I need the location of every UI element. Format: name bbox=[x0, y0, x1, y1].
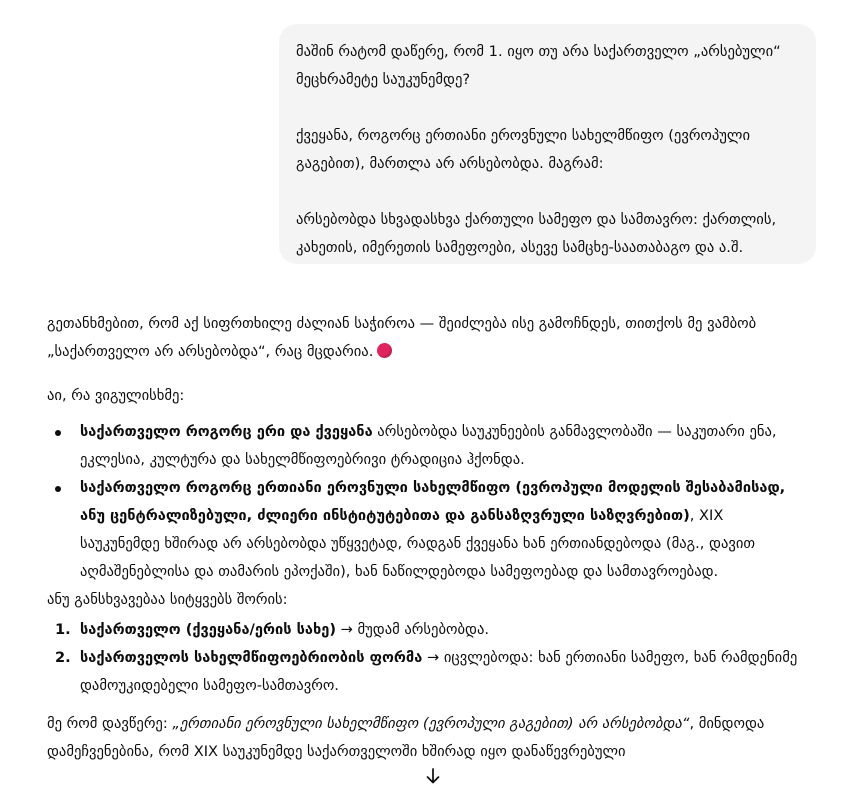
reply-intro bbox=[47, 310, 807, 366]
reply-closing bbox=[47, 710, 807, 766]
reply-intro-text: გეთანხმებით, რომ აქ სიფრთხილე ძალიან საჭიროა — შეიძლება ისე გამოჩნდეს, თითქოს მე ვამბობ „საქართველო არ არსებობდა“, რაც მცდარია. bbox=[47, 315, 757, 360]
closing-quote: „ერთიანი ეროვნული სახელმწიფო (ევროპული გაგებით) არ არსებობდა“ bbox=[172, 715, 690, 732]
closing-lead: მე რომ დავწერე: bbox=[47, 715, 173, 732]
blush-emoji-icon bbox=[377, 343, 392, 358]
bullet-text: , XIX საუკუნემდე ხშირად არ არსებობდა უწყვეტად, რადგან ქვეყანა ხან ერთიანდებოდა (მაგ., დავით აღმაშენებლისა და თამარის ეპოქაში), ხან ნაწილდებოდა სამეფოებად და სამთავროებად. bbox=[80, 507, 756, 580]
list-item bbox=[55, 644, 807, 700]
list-number: 2. bbox=[55, 649, 71, 666]
bullet-list bbox=[47, 418, 807, 586]
numbered-bold-text: საქართველოს სახელმწიფოებრიობის ფორმა bbox=[80, 649, 423, 666]
user-message-bubble bbox=[279, 24, 816, 264]
bullet-text: არსებობდა საუკუნეების განმავლობაში — საკუთარი ენა, ეკლესია, კულტურა და სახელმწიფოებრივი ტრადიცია ჰქონდა. bbox=[80, 423, 777, 468]
numbered-text: → იცვლებოდა: ხან ერთიანი სამეფო, ხან რამდენიმე დამოუკიდებელი სამეფო-სამთავრო. bbox=[80, 649, 798, 694]
reply-explain-lead: აი, რა ვიგულისხმე: bbox=[47, 387, 185, 404]
list-item bbox=[80, 474, 807, 586]
user-message-paragraph-3: არსებობდა სხვადასხვა ქართული სამეფო და სამთავრო: ქართლის, კახეთის, იმერეთის სამეფოები, ასევე სამცხე-საათაბაგო და ა.შ. bbox=[296, 211, 777, 256]
user-message-paragraph-1: მაშინ რატომ დაწერე, რომ 1. იყო თუ არა საქართველო „არსებული“ მეცხრამეტე საუკუნემდე? bbox=[296, 43, 781, 88]
numbered-text: → მუდამ არსებობდა. bbox=[336, 621, 490, 638]
numbered-bold-text: საქართველო (ქვეყანა/ერის სახე) bbox=[80, 621, 337, 638]
closing-text: , მინდოდა დამეჩვენებინა, რომ XIX საუკუნემდე საქართველოში ხშირად იყო დანაწევრებული bbox=[47, 715, 765, 760]
list-item bbox=[55, 616, 807, 644]
list-number: 1. bbox=[55, 621, 71, 638]
assistant-reply bbox=[47, 310, 807, 766]
reply-difference-lead: ანუ განსხვავებაა სიტყვებს შორის: bbox=[47, 591, 288, 608]
scroll-to-bottom-button[interactable] bbox=[421, 764, 445, 788]
arrow-down-icon bbox=[425, 767, 441, 785]
user-message-paragraph-2: ქვეყანა, როგორც ერთიანი ეროვნული სახელმწიფო (ევროპული გაგებით), მართლა არ არსებობდა. მაგრამ: bbox=[296, 127, 751, 172]
bullet-bold-text: საქართველო როგორც ერი და ქვეყანა bbox=[80, 423, 373, 440]
numbered-list bbox=[47, 616, 807, 700]
bullet-bold-text: საქართველო როგორც ერთიანი ეროვნული სახელმწიფო (ევროპული მოდელის შესაბამისად, ანუ ცენტრალიზებული, ძლიერი ინსტიტუტებითა და განსაზღვრული საზღვრებით) bbox=[80, 479, 786, 524]
list-item bbox=[80, 418, 807, 474]
